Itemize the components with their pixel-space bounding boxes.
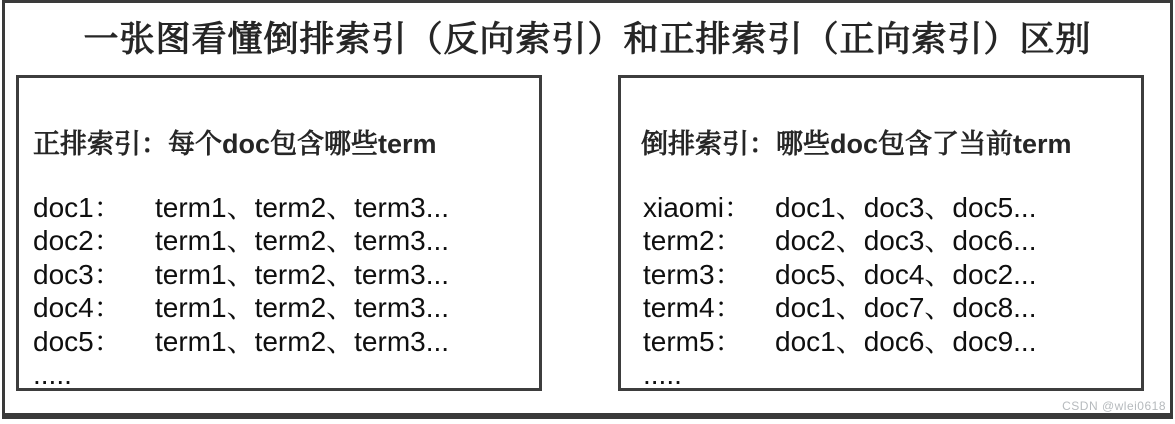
row-values: doc1、doc6、doc9...	[775, 325, 1037, 357]
forward-index-header: 正排索引：每个doc包含哪些term	[33, 129, 437, 159]
row-label: doc2：	[33, 225, 122, 257]
row-values: term1、term2、term3...	[155, 292, 450, 324]
row-values: term1、term2、term3...	[155, 258, 450, 290]
ellipsis: .....	[643, 359, 682, 391]
row-values: term1、term2、term3...	[155, 325, 450, 357]
row-label: xiaomi：	[643, 192, 752, 223]
inverted-index-rows	[643, 191, 1141, 391]
row-values: doc5、doc4、doc2...	[775, 258, 1037, 290]
table-row	[33, 291, 539, 324]
row-label: doc5：	[33, 325, 122, 357]
forward-index-panel	[16, 75, 542, 391]
table-row	[643, 291, 1141, 324]
ellipsis: .....	[33, 359, 72, 391]
table-row	[643, 258, 1141, 291]
row-label: doc4：	[33, 292, 122, 324]
table-row	[643, 191, 1141, 224]
inverted-index-panel	[618, 75, 1144, 391]
row-values: doc1、doc7、doc8...	[775, 292, 1037, 324]
forward-index-rows	[33, 191, 539, 391]
row-values: term1、term2、term3...	[155, 225, 450, 257]
table-row	[643, 325, 1141, 358]
row-label: term4：	[643, 292, 743, 324]
table-row	[643, 224, 1141, 257]
table-row	[33, 224, 539, 257]
table-row	[33, 325, 539, 358]
row-values: doc1、doc3、doc5...	[775, 192, 1037, 223]
watermark: CSDN @wlei0618	[1062, 399, 1166, 413]
table-row	[33, 191, 539, 224]
row-label: term3：	[643, 258, 743, 290]
row-values: doc2、doc3、doc6...	[775, 225, 1037, 257]
row-values: term1、term2、term3...	[155, 192, 450, 223]
page-title: 一张图看懂倒排索引（反向索引）和正排索引（正向索引）区别	[83, 20, 1092, 59]
table-row	[33, 258, 539, 291]
row-label: term2：	[643, 225, 743, 257]
row-label: term5：	[643, 325, 743, 357]
row-label: doc1：	[33, 192, 122, 223]
inverted-index-header: 倒排索引：哪些doc包含了当前term	[641, 129, 1072, 159]
row-label: doc3：	[33, 258, 122, 290]
